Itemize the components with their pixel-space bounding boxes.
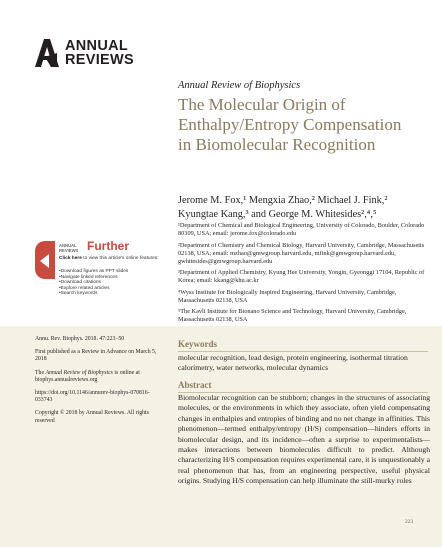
online-journal: Annual Review of Biophysics xyxy=(45,369,113,376)
keywords-divider xyxy=(178,351,428,352)
further-badge[interactable] xyxy=(35,241,55,279)
abstract-text: Biomolecular recognition can be stubborn; changes in the structures of associating molecules, or the environments in which they associate, often yield compensating changes in enthalpies and entropies of binding and no net change in affinities. This phenomenon—termed enthalpy/entropy (H/S) compensation—hinders efforts in biomolecular design, and its incidence—often a surprise to experimentalists—makes interactions between biomolecules difficult to predict. Although characterizing H/S compensation requires experimental care, it is unquestionably a real phenomenon that has, from an engineering perspective, useful physical origins. Studying H/S compensation can help illuminate the still-murky roles xyxy=(178,393,430,486)
copyright: Copyright © 2018 by Annual Reviews. All rights reserved xyxy=(35,410,149,424)
online-suffix: is online at biophys.annualreviews.org xyxy=(35,369,140,383)
article-title: The Molecular Origin of Enthalpy/Entropy Compensation in Biomolecular Recognition xyxy=(178,95,402,154)
further-item-citations[interactable]: • Download citations xyxy=(59,280,159,286)
citation: Annu. Rev. Biophys. 2018. 47:223–50 xyxy=(35,336,125,342)
arrow-left-icon xyxy=(40,254,49,268)
journal-name: Annual Review of Biophysics xyxy=(178,80,301,91)
keywords-text: molecular recognition, lead design, protein engineering, isothermal titration calorimetry, water networks, molecular dynamics xyxy=(178,353,408,372)
click-here-rest: to view this article's online features: xyxy=(81,256,159,261)
authors: Jerome M. Fox,¹ Mengxia Zhao,² Michael J. Fink,² Kyungtae Kang,³ and George M. Whitesides²,⁴,⁵ xyxy=(178,195,388,220)
online-prefix: The xyxy=(35,369,46,376)
further-small-label: ANNUAL REVIEWS xyxy=(59,243,79,253)
further-click-text xyxy=(59,256,159,261)
further-item-related[interactable]: • Explore related articles xyxy=(59,286,159,292)
article-metadata xyxy=(35,336,165,431)
affiliation-1: ¹Department of Chemical and Biological Engineering, University of Colorado, Boulder, Colorado 80309, USA; email: jerome.fox@colorado.edu xyxy=(178,222,425,237)
further-big-label: Further xyxy=(87,239,129,253)
annual-reviews-logo-icon xyxy=(35,39,59,67)
further-item-keywords[interactable]: • Search keywords xyxy=(59,291,159,297)
further-item-ppt[interactable]: • Download figures as PPT slides xyxy=(59,269,159,275)
annual-reviews-logo xyxy=(35,39,155,67)
online-note xyxy=(35,370,165,384)
further-features-box[interactable] xyxy=(35,239,160,317)
page-number: 223 xyxy=(405,519,414,525)
further-item-references[interactable]: • Navigate linked references xyxy=(59,275,159,281)
click-here-link[interactable]: Click here xyxy=(59,256,82,261)
doi-link[interactable]: https://doi.org/10.1146/annurev-biophys-070816-033743 xyxy=(35,390,150,404)
affiliation-3: ³Department of Applied Chemistry, Kyung Hee University, Yongin, Gyeonggi 17104, Republic of Korea; email: kkang@khu.ac.kr xyxy=(178,269,425,284)
keywords-heading: Keywords xyxy=(178,339,217,349)
affiliation-5: ⁵The Kavli Institute for Bionano Science and Technology, Harvard University, Cambridge, Massachusetts 02138, USA xyxy=(178,308,407,323)
first-published: First published as a Review in Advance on March 5, 2018 xyxy=(35,349,157,363)
affiliation-2: ²Department of Chemistry and Chemical Biology, Harvard University, Cambridge, Massachusetts 02138, USA; email: mzhao@gmwgroup.harvard.edu, mfink@gmwgroup.harvard.edu, gwhitesides@gmwgroup.harvard.edu xyxy=(178,241,425,265)
affiliation-4: ⁴Wyss Institute for Biologically Inspired Engineering, Harvard University, Cambridge, Massachusetts 02138, USA xyxy=(178,288,397,304)
abstract-heading: Abstract xyxy=(178,380,212,390)
affiliations xyxy=(178,222,428,328)
logo-word-reviews: REVIEWS xyxy=(65,52,134,68)
logo-word-annual: ANNUAL xyxy=(65,38,129,54)
further-feature-list xyxy=(59,269,159,297)
